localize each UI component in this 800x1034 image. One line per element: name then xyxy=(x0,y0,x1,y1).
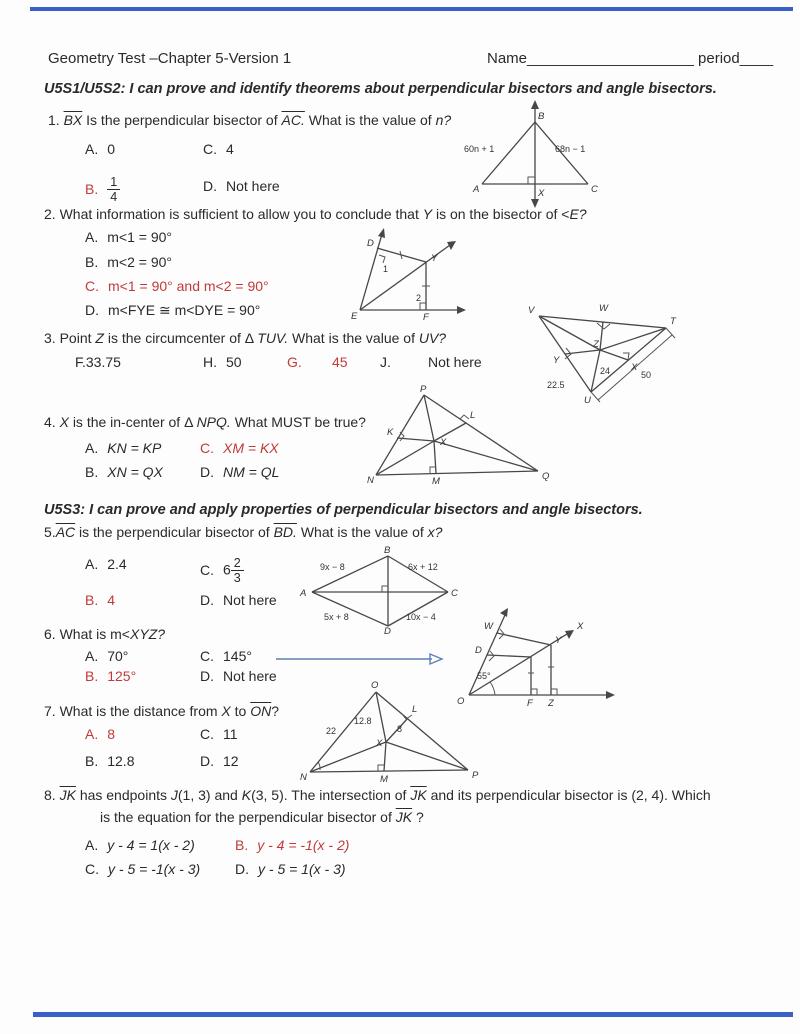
q5-option-d-letter: D. xyxy=(200,592,214,608)
q5-text-1: is the perpendicular bisector of xyxy=(79,524,270,540)
q5-side-dc-value: 10x − 4 xyxy=(406,612,436,622)
q7-option-d xyxy=(200,753,239,769)
q4-center-x-label: X xyxy=(440,437,447,448)
q4-option-a-value: KN = KP xyxy=(107,440,162,456)
q5-option-c-fraction xyxy=(231,556,244,586)
q5-vertex-d-label: D xyxy=(384,626,391,637)
q1-option-c-letter: C. xyxy=(203,141,217,157)
q4-option-a xyxy=(85,440,161,456)
q3-option-g-letter: G. xyxy=(287,354,302,370)
q7-option-c-value: 11 xyxy=(223,726,238,742)
q7-number: 7. xyxy=(44,703,56,719)
q2-option-a-value: m<1 = 90° xyxy=(107,229,172,245)
q7-option-a-value: 8 xyxy=(107,726,116,742)
q1-option-d-letter: D. xyxy=(203,178,217,194)
q6-option-a-value: 70° xyxy=(107,648,129,664)
q6-option-c xyxy=(200,648,252,664)
q5-vertex-c-label: C xyxy=(451,588,458,599)
q5-option-c-letter: C. xyxy=(200,561,214,578)
q1-right-side-value: 68n − 1 xyxy=(555,144,586,154)
q4-vertex-q-label: Q xyxy=(542,471,550,482)
q1-option-a-letter: A. xyxy=(85,141,99,157)
q2-angle-1-label: 1 xyxy=(383,264,389,274)
q2-option-d xyxy=(85,302,260,319)
q3-option-g-letter-wrap xyxy=(287,354,302,370)
q7-option-a-letter: A. xyxy=(85,726,99,742)
q3-option-h-value: 50 xyxy=(226,354,242,370)
name-label: Name xyxy=(487,50,528,67)
q3-option-f-letter: F. xyxy=(75,354,86,370)
q3-vertex-t-label: T xyxy=(670,316,676,327)
document-title: Geometry Test –Chapter 5-Version 1 xyxy=(48,50,292,67)
q5-option-d xyxy=(200,592,277,608)
q5-number: 5. xyxy=(44,524,56,540)
q6-pointer-arrow xyxy=(274,650,444,666)
q5-option-a-value: 2.4 xyxy=(107,556,127,572)
q7-point-l-label: L xyxy=(412,704,418,715)
name-period-line xyxy=(487,50,773,67)
q2-text-2: is on the bisector of < xyxy=(435,206,570,222)
q3-value-22-5: 22.5 xyxy=(547,380,565,390)
q7-option-d-value: 12 xyxy=(223,753,239,769)
q4-text-2: What MUST be true? xyxy=(234,414,366,430)
q8-point-k: K xyxy=(241,787,252,803)
q6-option-b xyxy=(85,668,136,684)
standard-u5s3: U5S3: I can prove and apply properties of perpendicular bisectors and angle bisectors. xyxy=(44,502,643,518)
q1-point-x-label: X xyxy=(538,188,545,199)
q8-option-a-value: y - 4 = 1(x - 2) xyxy=(107,837,195,853)
name-blank: ____________________ xyxy=(527,50,694,67)
q7-option-b-value: 12.8 xyxy=(107,753,135,769)
q6-angle-55-label: 55° xyxy=(477,671,491,681)
q3-number: 3. xyxy=(44,330,56,346)
q7-text-1: What is the distance from xyxy=(59,703,218,719)
q1-option-b-fraction xyxy=(107,175,120,205)
q8-segment-jk-3: $\overline{JK}$ xyxy=(395,809,413,825)
q4-option-a-letter: A. xyxy=(85,440,99,456)
q7-value-12-8: 12.8 xyxy=(354,716,372,726)
q6-option-d xyxy=(200,668,277,684)
q5-option-a xyxy=(85,556,127,572)
q4-option-d-letter: D. xyxy=(200,464,214,480)
q1-variable-n: n? xyxy=(435,112,452,128)
q1-option-d-value: Not here xyxy=(226,178,280,194)
q8-segment-jk-1: $\overline{JK}$ xyxy=(59,787,76,803)
q8-option-d-value: y - 5 = 1(x - 3) xyxy=(258,861,346,877)
q4-text-1: is the in-center of Δ xyxy=(72,414,193,430)
q8-option-b xyxy=(235,837,349,853)
question-4-text xyxy=(44,414,366,430)
q4-triangle-npq: NPQ. xyxy=(196,414,231,430)
q8-option-b-value: y - 4 = -1(x - 2) xyxy=(257,837,350,853)
q8-text-4: and its perpendicular bisector is (2, 4). Which xyxy=(430,787,711,803)
q7-point-x-label: X xyxy=(376,738,383,749)
q5-side-bc-value: 6x + 12 xyxy=(408,562,438,572)
q5-text-2: What is the value of xyxy=(300,524,424,540)
q4-option-c xyxy=(200,440,279,456)
q5-diagram-kite xyxy=(298,545,458,637)
q2-option-d-letter: D. xyxy=(85,302,99,318)
q4-vertex-p-label: P xyxy=(420,384,427,395)
q7-vertex-o-label: O xyxy=(371,680,379,691)
q8-text-2: (1, 3) and xyxy=(177,787,238,803)
q8-option-b-letter: B. xyxy=(235,837,249,853)
q2-point-d-label: D xyxy=(367,238,374,249)
q4-option-c-value: XM = KX xyxy=(223,440,279,456)
q2-option-b xyxy=(85,254,172,270)
q7-text-2: to xyxy=(234,703,247,719)
q6-point-w-label: W xyxy=(484,621,493,632)
q2-number: 2. xyxy=(44,206,56,222)
question-8-line2 xyxy=(100,809,424,825)
q6-option-a-letter: A. xyxy=(85,648,99,664)
q5-option-a-letter: A. xyxy=(85,556,99,572)
q7-value-8: 8 xyxy=(397,724,403,734)
q7-option-b xyxy=(85,753,134,769)
q8-option-c-value: y - 5 = -1(x - 3) xyxy=(108,861,201,877)
question-3-text xyxy=(44,330,446,346)
q8-option-a xyxy=(85,837,195,853)
q5-vertex-a-label: A xyxy=(300,588,307,599)
q2-point-y-label: Y xyxy=(431,253,438,264)
q4-option-c-letter: C. xyxy=(200,440,214,456)
q8-option-c-letter: C. xyxy=(85,861,99,877)
q8-text-1: has endpoints xyxy=(79,787,167,803)
q7-option-c-letter: C. xyxy=(200,726,214,742)
q2-text-1: What information is sufficient to allow you to conclude that xyxy=(59,206,419,222)
q3-vertex-u-label: U xyxy=(584,395,591,406)
q2-option-c xyxy=(85,278,269,294)
q2-angle-2-label: 2 xyxy=(416,293,422,303)
q1-left-side-value: 60n + 1 xyxy=(464,144,495,154)
q1-option-b-letter: B. xyxy=(85,180,99,197)
q5-option-b xyxy=(85,592,115,608)
q1-vertex-b-label: B xyxy=(538,111,545,122)
q3-triangle-tuv: TUV. xyxy=(257,330,289,346)
q3-option-f xyxy=(75,354,121,370)
q6-text-1: What is m< xyxy=(59,626,130,642)
q3-value-50: 50 xyxy=(641,370,652,380)
q4-number: 4. xyxy=(44,414,56,430)
q6-point-x-label: X xyxy=(577,621,584,632)
q5-fraction-numerator: 2 xyxy=(231,556,244,571)
q1-vertex-a-label: A xyxy=(473,184,480,195)
q3-variable-z: Z xyxy=(95,330,104,346)
q5-vertex-b-label: B xyxy=(384,545,391,556)
q7-variable-x: X xyxy=(221,703,231,719)
q4-option-d xyxy=(200,464,279,480)
q1-text-2: What is the value of xyxy=(308,112,432,128)
q5-segment-bd: BD. xyxy=(273,524,297,540)
q3-variable-uv: UV? xyxy=(418,330,447,346)
q3-center-z-label: Z xyxy=(593,339,599,350)
q4-vertex-n-label: N xyxy=(367,475,374,486)
q4-point-k-label: K xyxy=(387,427,394,438)
q3-point-x-label: X xyxy=(631,362,638,373)
q1-diagram-triangle xyxy=(450,98,615,210)
q6-option-b-value: 125° xyxy=(107,668,137,684)
q3-text-2: is the circumcenter of Δ xyxy=(107,330,254,346)
q4-option-b-value: XN = QX xyxy=(107,464,163,480)
q6-angle-xyz: XYZ? xyxy=(129,626,165,642)
q8-option-a-letter: A. xyxy=(85,837,99,853)
q2-option-a xyxy=(85,229,172,245)
q7-option-d-letter: D. xyxy=(200,753,214,769)
q7-segment-on: $\overline{ON}$ xyxy=(250,703,272,719)
q3-option-j-letter-wrap xyxy=(380,354,391,370)
q7-point-m-label: M xyxy=(380,774,388,785)
q8-number: 8. xyxy=(44,787,56,803)
q7-option-a xyxy=(85,726,115,742)
q3-option-j-letter: J. xyxy=(380,354,391,370)
period-label: period xyxy=(698,50,740,67)
blue-rule-top xyxy=(30,7,793,11)
period-blank: ____ xyxy=(739,50,774,67)
q1-segment-ac: AC. xyxy=(281,112,305,128)
q3-option-j-value-wrap xyxy=(428,354,482,370)
q6-point-f-label: F xyxy=(527,698,533,709)
question-1-text xyxy=(48,112,451,128)
q8-option-c xyxy=(85,861,200,877)
question-7-text xyxy=(44,703,279,719)
q8-text-3: (3, 5). The intersection of xyxy=(251,787,407,803)
q5-side-ab-value: 9x − 8 xyxy=(320,562,345,572)
q3-option-j-value: Not here xyxy=(428,354,482,370)
q7-vertex-p-label: P xyxy=(472,770,479,781)
q6-option-d-letter: D. xyxy=(200,668,214,684)
q5-option-b-value: 4 xyxy=(107,592,116,608)
q2-option-c-value: m<1 = 90° and m<2 = 90° xyxy=(108,278,269,294)
q3-point-y-label: Y xyxy=(553,355,560,366)
q4-option-b xyxy=(85,464,163,480)
q7-vertex-n-label: N xyxy=(300,772,307,783)
q3-text-1: Point xyxy=(59,330,92,346)
q6-option-c-value: 145° xyxy=(223,648,252,664)
q6-point-d-label: D xyxy=(475,645,482,656)
q8-text-5: is the equation for the perpendicular bisector of xyxy=(100,809,392,825)
question-5-text xyxy=(44,524,442,540)
question-6-text xyxy=(44,626,165,642)
q5-side-ad-value: 5x + 8 xyxy=(324,612,349,622)
q1-segment-bx: $\overline{BX}$ xyxy=(63,112,83,128)
q6-option-c-letter: C. xyxy=(200,648,214,664)
q6-option-a xyxy=(85,648,128,664)
q1-number: 1. xyxy=(48,112,60,128)
q4-point-l-label: L xyxy=(470,410,476,421)
q6-number: 6. xyxy=(44,626,56,642)
q2-option-d-value: m<FYE ≅ m<DYE = 90° xyxy=(108,302,261,318)
q8-option-d-letter: D. xyxy=(235,861,249,877)
q1-option-c-value: 4 xyxy=(226,141,234,157)
q1-vertex-c-label: C xyxy=(591,184,598,195)
q2-point-f-label: F xyxy=(423,312,429,323)
q4-point-m-label: M xyxy=(432,476,440,487)
q3-option-g-value: 45 xyxy=(332,354,348,370)
question-2-text xyxy=(44,206,587,222)
q4-variable-x: X xyxy=(59,414,69,430)
q8-option-d xyxy=(235,861,346,877)
q4-diagram-incenter xyxy=(366,383,548,485)
q5-option-c-whole: 6 xyxy=(223,561,231,578)
q6-option-b-letter: B. xyxy=(85,668,99,684)
q2-variable-e: E? xyxy=(569,206,587,222)
q2-option-b-letter: B. xyxy=(85,254,99,270)
standard-u5s1-u5s2: U5S1/U5S2: I can prove and identify theorems about perpendicular bisectors and angle bisectors. xyxy=(44,81,717,97)
q7-text-3: ? xyxy=(271,703,280,719)
q5-option-b-letter: B. xyxy=(85,592,99,608)
q2-option-a-letter: A. xyxy=(85,229,99,245)
q5-fraction-denominator: 3 xyxy=(233,571,241,586)
q8-point-j: J xyxy=(170,787,178,803)
q2-diagram-angle-bisector xyxy=(350,226,470,321)
q4-option-d-value: NM = QL xyxy=(223,464,280,480)
q3-vertex-v-label: V xyxy=(528,305,535,316)
q1-option-c xyxy=(203,141,234,157)
q3-option-g-value-wrap xyxy=(332,354,348,370)
q1-option-d xyxy=(203,178,280,194)
q2-variable-y: Y xyxy=(422,206,433,222)
q6-point-o-label: O xyxy=(457,696,465,707)
q7-option-b-letter: B. xyxy=(85,753,99,769)
q1-option-a xyxy=(85,141,115,157)
q5-segment-ac: $\overline{AC}$ xyxy=(55,524,76,540)
q7-diagram-distance xyxy=(296,678,491,786)
q2-option-c-letter: C. xyxy=(85,278,99,294)
q3-option-h xyxy=(203,354,242,370)
q5-option-c xyxy=(200,556,244,586)
q2-option-b-value: m<2 = 90° xyxy=(107,254,172,270)
q7-option-c xyxy=(200,726,238,742)
q7-value-22: 22 xyxy=(326,726,337,736)
q2-point-e-label: E xyxy=(351,311,358,322)
q4-option-b-letter: B. xyxy=(85,464,99,480)
question-8-line1 xyxy=(44,787,711,803)
q1-fraction-denominator: 4 xyxy=(110,190,118,205)
q8-segment-jk-2: $\overline{JK}$ xyxy=(410,787,427,803)
q5-variable-x: x? xyxy=(427,524,443,540)
q3-point-w-label: W xyxy=(599,303,608,314)
q1-fraction-numerator: 1 xyxy=(107,175,120,190)
q3-text-3: What is the value of xyxy=(292,330,415,346)
q3-option-h-letter: H. xyxy=(203,354,217,370)
q6-point-y-label: Y xyxy=(555,635,562,646)
q1-text-1: Is the perpendicular bisector of xyxy=(86,112,278,128)
q1-option-b xyxy=(85,175,120,205)
q3-value-24: 24 xyxy=(600,366,611,376)
q3-option-f-value: 33.75 xyxy=(85,354,121,370)
q8-text-6: ? xyxy=(415,809,424,825)
q5-option-d-value: Not here xyxy=(223,592,277,608)
q1-option-a-value: 0 xyxy=(107,141,116,157)
q6-point-z-label: Z xyxy=(548,698,554,709)
q6-option-d-value: Not here xyxy=(223,668,277,684)
blue-rule-bottom xyxy=(33,1012,793,1017)
